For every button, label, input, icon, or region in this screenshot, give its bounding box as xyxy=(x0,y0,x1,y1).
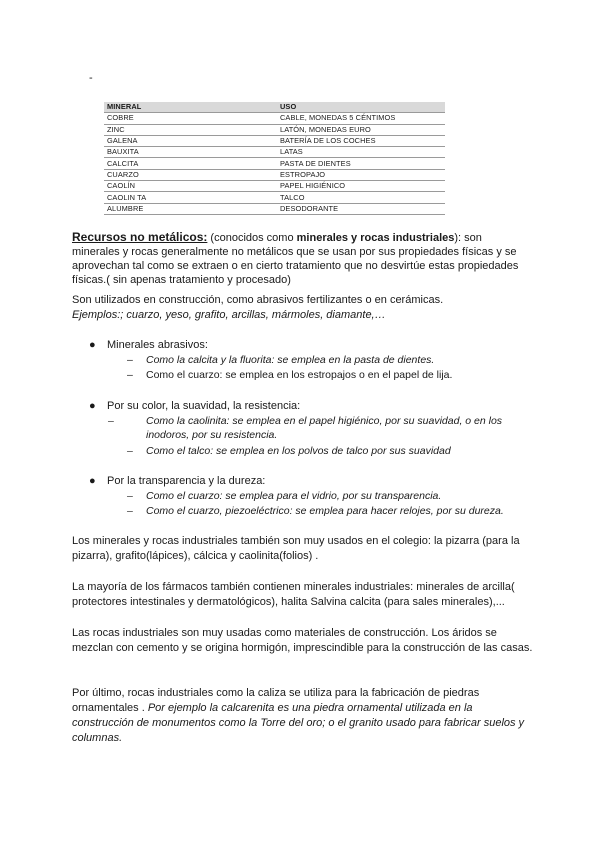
dash-marker: – xyxy=(127,490,133,502)
paragraph-ornamental-plain: Por último, rocas industriales como la caliza se utiliza para la fabricación de piedras ornamentales . xyxy=(72,687,480,714)
dash-marker: – xyxy=(108,415,114,427)
intro-text-b: ): son minerales y rocas generalmente no metálicos que se usan por sus propiedades físicas y se aprovechan tal como se extraen o en cierto tratamiento que no desvirtúe estas propiedades físicas.( sin apenas tratamiento y procesado) xyxy=(72,232,519,286)
sub-item xyxy=(127,353,527,367)
table-row xyxy=(104,135,445,146)
table-row xyxy=(104,192,445,203)
bullet-item xyxy=(89,338,208,352)
bullet-label: Minerales abrasivos: xyxy=(107,339,208,351)
bullet-dot: ● xyxy=(89,475,96,487)
minerals-table xyxy=(104,102,445,215)
sub-item-text: Como el talco: se emplea en los polvos de talco por sus suavidad xyxy=(146,445,451,457)
bullet-item xyxy=(89,474,265,488)
sub-item xyxy=(127,444,527,458)
uso-cell: PAPEL HIGIÉNICO xyxy=(277,181,445,192)
mineral-cell: CALCITA xyxy=(104,158,277,169)
uso-cell: BATERÍA DE LOS COCHES xyxy=(277,135,445,146)
paragraph-pharma: La mayoría de los fármacos también contienen minerales industriales: minerales de arcilla( protectores intestinales y dermatológicos), halita Salvina calcita (para sales minerales),... xyxy=(72,581,515,608)
column-header-mineral: MINERAL xyxy=(104,102,277,113)
table-header-row xyxy=(104,102,445,113)
mineral-cell: CUARZO xyxy=(104,169,277,180)
table-row xyxy=(104,203,445,214)
sub-item-text: Como el cuarzo, piezoeléctrico: se emplea para hacer relojes, por su dureza. xyxy=(146,505,504,517)
sub-item xyxy=(127,368,527,382)
bullet-dot: ● xyxy=(89,400,96,412)
dash-marker: – xyxy=(127,354,133,366)
uso-cell: CABLE, MONEDAS 5 CÉNTIMOS xyxy=(277,113,445,124)
uso-cell: LATAS xyxy=(277,147,445,158)
column-header-uso: USO xyxy=(277,102,445,113)
sub-item xyxy=(127,504,527,518)
section-intro xyxy=(72,230,532,287)
dash-marker: – xyxy=(127,369,133,381)
mineral-cell: COBRE xyxy=(104,113,277,124)
sub-item-text: Como la calcita y la fluorita: se emplea en la pasta de dientes. xyxy=(146,354,435,366)
sub-item-text: Como la caolinita: se emplea en el papel higiénico, por su suavidad, o en los inodoros, por su resistencia. xyxy=(146,415,503,441)
mineral-cell: CAOLIN TA xyxy=(104,192,277,203)
mineral-cell: ALUMBRE xyxy=(104,203,277,214)
table-row xyxy=(104,169,445,180)
table-row xyxy=(104,158,445,169)
paragraph-school: Los minerales y rocas industriales también son muy usados en el colegio: la pizarra (para la pizarra), grafito(lápices), cálcica y caolinita(folios) . xyxy=(72,535,520,562)
paragraph-construction: Las rocas industriales son muy usadas como materiales de construcción. Los áridos se mezclan con cemento y se origina hormigón, imprescindible para la construcción de las casas. xyxy=(72,627,533,654)
section-title: Recursos no metálicos: xyxy=(72,230,208,244)
table-row xyxy=(104,147,445,158)
uso-cell: LATÓN, MONEDAS EURO xyxy=(277,124,445,135)
table-row xyxy=(104,181,445,192)
mineral-cell: ZINC xyxy=(104,124,277,135)
uso-cell: PASTA DE DIENTES xyxy=(277,158,445,169)
mineral-cell: BAUXITA xyxy=(104,147,277,158)
bullet-label: Por su color, la suavidad, la resistencia: xyxy=(107,400,301,412)
sub-item xyxy=(108,414,546,442)
bullet-label: Por la transparencia y la dureza: xyxy=(107,475,266,487)
table-row xyxy=(104,124,445,135)
uso-cell: TALCO xyxy=(277,192,445,203)
paragraph-ornamental-italic: Por ejemplo la calcarenita es una piedra ornamental utilizada en la construcción de monumentos como la Torre del oro; o el granito usado para fabricar suelos y columnas. xyxy=(72,702,525,744)
sub-item xyxy=(127,489,527,503)
uses-line: Son utilizados en construcción, como abrasivos fertilizantes o en cerámicas. xyxy=(72,294,444,306)
bullet-dot: ● xyxy=(89,339,96,351)
stray-dash: - xyxy=(89,72,93,84)
uso-cell: ESTROPAJO xyxy=(277,169,445,180)
examples-line: Ejemplos:; cuarzo, yeso, grafito, arcillas, mármoles, diamante,… xyxy=(72,309,386,321)
table-row xyxy=(104,113,445,124)
intro-bold: minerales y rocas industriales xyxy=(296,232,455,244)
mineral-cell: CAOLÍN xyxy=(104,181,277,192)
paragraph-ornamental xyxy=(72,686,534,746)
bullet-item xyxy=(89,399,300,413)
sub-item-text: Como el cuarzo: se emplea para el vidrio, por su transparencia. xyxy=(146,490,442,502)
dash-marker: – xyxy=(127,445,133,457)
sub-item-text: Como el cuarzo: se emplea en los estropajos o en el papel de lija. xyxy=(146,369,453,381)
mineral-cell: GALENA xyxy=(104,135,277,146)
dash-marker: – xyxy=(127,505,133,517)
uso-cell: DESODORANTE xyxy=(277,203,445,214)
intro-text-a: (conocidos como xyxy=(207,232,297,244)
